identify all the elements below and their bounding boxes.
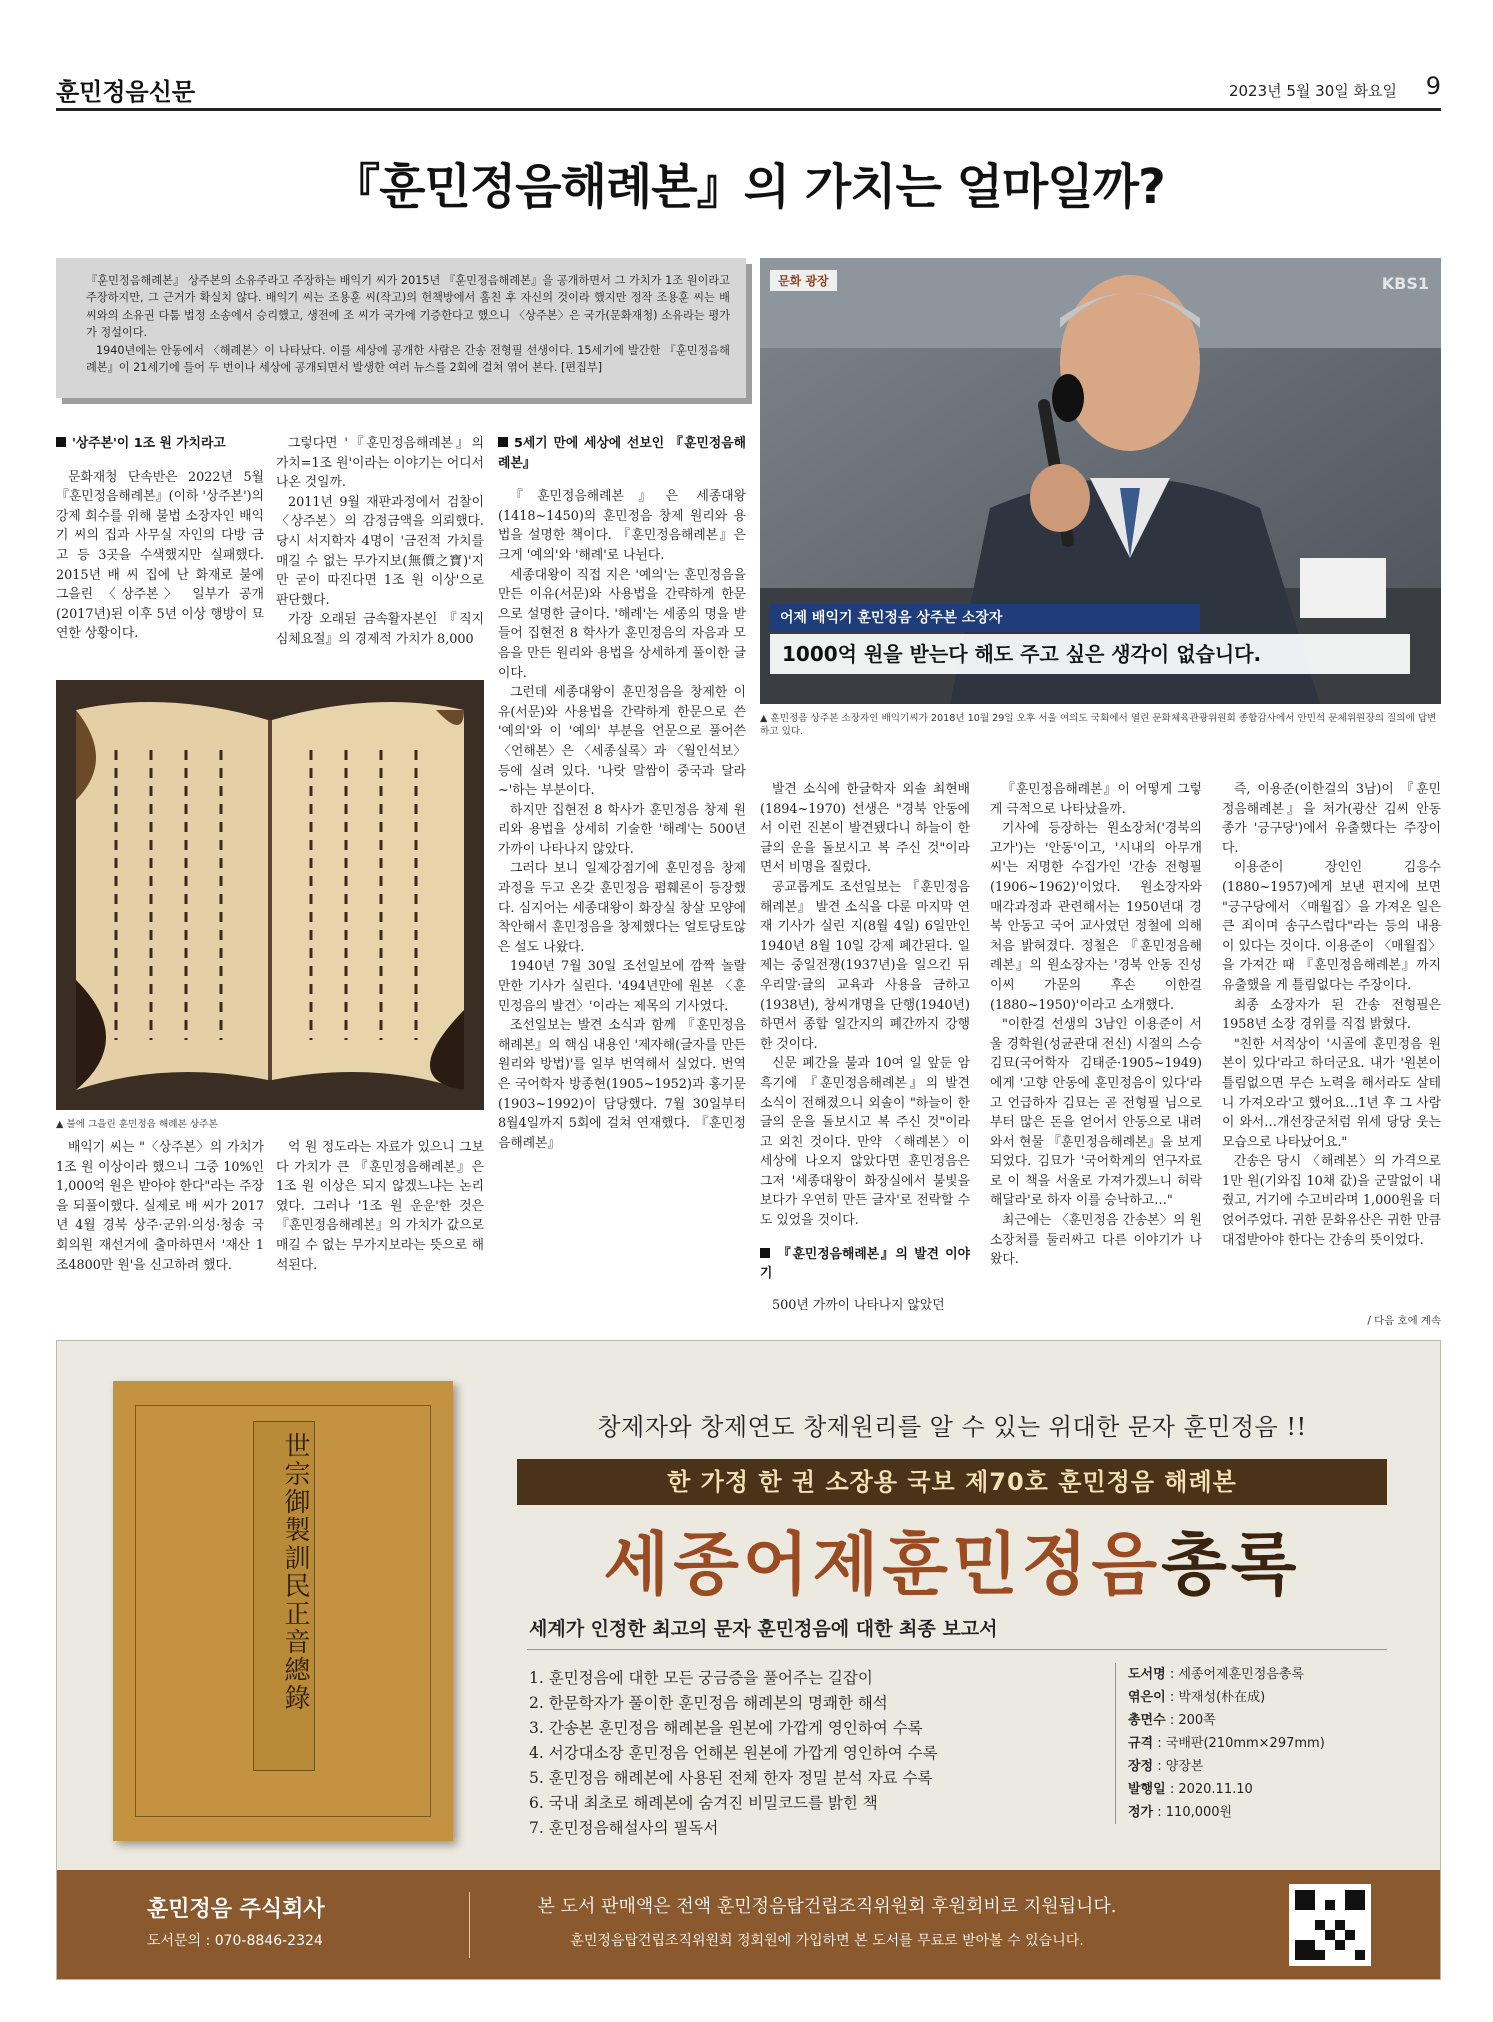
article-paragraph: 그러다 보니 일제강점기에 훈민정음 창제 과정을 두고 온갖 훈민정음 폄훼론이 등장했다. 심지어는 세종대왕이 화장실 창살 모양에 착안해서 훈민정음을 창제했다는 얼토당토않은 설도 나왔다.: [498, 861, 746, 955]
article-paragraph: 신문 폐간을 불과 10여 일 앞둔 암흑기에 『훈민정음해례본』의 발견 소식이 전해졌으니 외솔이 "하늘이 한글의 운을 돌보시고 복 주신 것"이라고 외친 것이다. 만약 〈해례본〉이 세상에 나오지 않았다면 훈민정음은 그저 '세종대왕이 화장실에서 불빛을 보다가 우연히 만든 글자'로 전락할 수도 있었을 것이다.: [760, 1056, 970, 1229]
book-photo-caption: ▲ 불에 그을린 훈민정음 해례본 상주본: [56, 1119, 218, 1130]
ad-feature-list: [529, 1666, 938, 1841]
article-column-2b: [276, 1138, 484, 1275]
footer-divider: [469, 1892, 470, 1958]
article-paragraph: 이용준이 장인인 김응수(1880~1957)에게 보낸 편지에 보면 "긍구당에서 〈매월집〉을 가져온 일은 큰 죄이며 송구스럽다"라는 등의 내용이 있다는 것이다. 이용준이 〈매월집〉을 가져간 때 『훈민정음해례본』까지 유출했을 게 틀림없다는 주장이다.: [1222, 860, 1441, 993]
spec-row: 정가 : 110,000원: [1128, 1805, 1233, 1820]
article-paragraph: 기사에 등장하는 원소장처('경북의 고가')는 '안동'이고, '시내의 아무개 씨'는 저명한 수집가인 '간송 전형필(1906~1962)'이었다. 원소장자와 매각과정과 관련해서는 1950년대 경북 안동고 국어 교사였던 정철에 의해 처음 밝혀졌다. 정철은 『훈민정음해례본』의 원소장자는 '경북 안동 진성 이씨 가문의 후손 이한걸(1880~1950)'이라고 소개했다.: [990, 821, 1202, 1013]
ad-feature-item: 5. 훈민정음 해례본에 사용된 전체 한자 정밀 분석 자료 수록: [529, 1769, 933, 1787]
subtitle-quote-bar: [770, 634, 1410, 674]
section-heading: 5세기 만에 세상에 선보인 『훈민정음해례본』: [498, 436, 746, 471]
book-cover-image: [113, 1381, 453, 1841]
article-paragraph: 문화재청 단속반은 2022년 5월 『훈민정음해례본』(이하 '상주본')의 강제 회수를 위해 불법 소장자인 배익기 씨의 집과 사무실 자인의 다방 금고 등 3곳을 수색했지만 실패했다. 2015년 배 씨 집에 난 화재로 불에 그을린 〈상주본〉 일부가 공개(2017년)된 이후 5년 이상 행방이 묘연한 상황이다.: [56, 469, 264, 642]
ad-footer-line-2: 훈민정음탑건립조직위원회 정회원에 가입하면 본 도서를 무료로 받아볼 수 있습니다.: [570, 1933, 1084, 1949]
article-column-2: [276, 434, 484, 650]
inquiry-phone: 도서문의 : 070-8846-2324: [147, 1933, 323, 1949]
ad-feature-item: 6. 국내 최초로 해례본에 숨겨진 비밀코드를 밝힌 책: [529, 1794, 878, 1812]
qr-code-graphic: [1295, 1890, 1365, 1960]
article-column-4: [760, 780, 970, 1315]
article-paragraph: 공교롭게도 조선일보는 『훈민정음해례본』 발견 소식을 다룬 마지막 연재 기사가 실린 지(8월 4일) 6일만인 1940년 8월 10일 강제 폐간된다. 일제는 중일전쟁(1937년)을 일으킨 뒤 우리말·글의 교육과 사용을 금하고(1938년), 창씨개명을 단행(1940년)하면서 종합 일간지의 폐간까지 강행한 것이다.: [760, 879, 970, 1052]
photo-caption: ▲ 훈민정음 상주본 소장자인 배익기씨가 2018년 10월 29일 오후 서울 여의도 국회에서 열린 문화체육관광위원회 종합감사에서 안민석 문체위원장의 질의에 답변하고 있다.: [760, 713, 1437, 737]
tv-screenshot-photo: [760, 258, 1441, 704]
ad-book-title: 세종어제훈민정음총록: [603, 1525, 1301, 1605]
manuscript-illustration: [56, 680, 484, 1110]
ad-footer-line-1: 본 도서 판매액은 전액 훈민정음탑건립조직위원회 후원회비로 지원됩니다.: [537, 1896, 1117, 1917]
spec-row: 발행일 : 2020.11.10: [1128, 1782, 1253, 1797]
article-paragraph: 그런데 세종대왕이 훈민정음을 창제한 이유(서문)와 사용법을 간략하게 한문으로 쓴 '예의'와 이 '예의' 부분을 언문으로 풀어쓴 〈언해본〉은 〈세종실록〉과 〈월인석보〉 등에 실려 있다. '나랏 말쌈이 중국과 달라~'하는 부분이다.: [498, 685, 746, 799]
article-column-1: [56, 434, 264, 644]
subtitle-quote-text: 1000억 원을 받는다 해도 주고 싶은 생각이 없습니다.: [782, 642, 1262, 666]
ad-book-specs: [1115, 1663, 1385, 1824]
subtitle-name-text: 어제 배익기 훈민정음 상주본 소장자: [780, 610, 1003, 626]
article-column-3: [498, 434, 746, 1153]
article-paragraph: 발견 소식에 한글학자 외솔 최현배(1894~1970) 선생은 "경북 안동에서 이런 진본이 발견됐다니 하늘이 한글의 운을 돌보시고 복 주신 것"이라면서 비명을 질렀다.: [760, 782, 970, 876]
article-paragraph: 최근에는 〈훈민정음 간송본〉의 원소장처를 둘러싸고 다른 이야기가 나왔다.: [990, 1213, 1202, 1268]
article-paragraph: 간송은 당시 〈해례본〉의 가격으로 1만 원(기와집 10채 값)을 군말없이 내줬고, 거기에 수고비라며 1,000원을 더 얹어주었다. 귀한 문화유산은 귀한 만큼 대접받아야 한다는 간송의 뜻이었다.: [1222, 1154, 1441, 1248]
headline: 『훈민정음해례본』의 가치는 얼마일까?: [332, 159, 1165, 215]
ad-band: 한 가정 한 권 소장용 국보 제70호 훈민정음 해례본: [517, 1459, 1387, 1505]
article-column-1b: [56, 1138, 264, 1275]
article-column-6: [1222, 780, 1441, 1250]
issue-date: 2023년 5월 30일 화요일: [1228, 82, 1397, 100]
qr-code-icon[interactable]: [1289, 1884, 1371, 1966]
article-paragraph: 즉, 이용준(이한걸의 3남)이 『훈민정음해례본』을 처가(광산 김씨 안동 종가 '긍구당')에서 유출했다는 주장이다.: [1222, 782, 1441, 856]
spec-row: 엮은이 : 박재성(朴在成): [1128, 1690, 1266, 1705]
bullet-square-icon: [760, 1248, 770, 1258]
subtitle-name-bar: [770, 604, 1200, 632]
article-paragraph: 하지만 집현전 8 학사가 훈민정음 창제 원리와 용법을 상세히 기술한 '해례'는 500년 가까이 나타나지 않았다.: [498, 802, 746, 857]
ad-feature-item: 4. 서강대소장 훈민정음 언해본 원본에 가깝게 영인하여 수록: [529, 1744, 938, 1762]
article-paragraph: "이한걸 선생의 3남인 이용준이 서울 경학원(성균관대 전신) 시절의 스승 김묘(국어학자 김태준·1905~1949)에게 '고향 안동에 훈민정음이 있다'라고 언급하자 김묘는 곧 전형필 님으로부터 많은 돈을 얻어서 안동으로 내려와서 현물 『훈민정음해례본』을 보게 되었다. 김묘가 '국어학계의 연구자료로 이 책을 서울로 가져가겠느니 허락해달라'로 하자 이를 승낙하고…": [990, 1017, 1202, 1209]
newspaper-name: 훈민정음신문: [56, 78, 196, 106]
article-paragraph: 1940년 7월 30일 조선일보에 깜짝 놀랄만한 기사가 실린다. '494년만에 원본 〈훈민정음의 발견〉'이라는 제목의 기사였다.: [498, 959, 746, 1014]
article-paragraph: 조선일보는 발견 소식과 함께 『훈민정음해례본』의 핵심 내용인 '제자해(글자를 만든 원리와 방법)'를 일부 번역해서 실었다. 번역은 국어학자 방종현(1905~1952)과 홍기문(1903~1992)이 담당했다. 7월 30일부터 8월4일까지 5회에 걸쳐 연재했다. 『훈민정음해례본』: [498, 1018, 746, 1151]
article-paragraph: 가장 오래된 금속활자본인 『직지심체요절』의 경제적 가치가 8,000: [276, 612, 484, 647]
burned-manuscript-photo: [56, 680, 484, 1110]
header-rule: [56, 108, 1441, 111]
spec-row: 도서명 : 세종어제훈민정음총록: [1128, 1667, 1304, 1682]
spec-row: 총면수 : 200쪽: [1128, 1713, 1216, 1728]
ad-subtitle: 세계가 인정한 최고의 문자 훈민정음에 대한 최종 보고서: [529, 1618, 998, 1640]
spec-row: 규격 : 국배판(210mm×297mm): [1128, 1736, 1325, 1751]
bullet-square-icon: [56, 437, 66, 447]
article-paragraph: 최종 소장자가 된 간송 전형필은 1958년 소장 경위를 직접 밝혔다.: [1222, 997, 1441, 1033]
page-number: 9: [1425, 72, 1441, 100]
book-cover-title: 世宗御製訓民正音總錄: [253, 1421, 315, 1771]
article-paragraph: 『훈민정음해례본』이 어떻게 그렇게 극적으로 나타났을까.: [990, 782, 1202, 817]
program-logo-text: 문화 광장: [778, 274, 829, 288]
article-paragraph: 배익기 씨는 "〈상주본〉의 가치가 1조 원 이상이라 했으니 그중 10%인 1,000억 원은 받아야 한다"라는 주장을 되풀이했다. 실제로 배 씨가 2017년 4월 경북 상주·군위·의성·청송 국회의원 재선거에 출마하면서 '재산 1조4800만 원'을 신고하려 했다.: [56, 1140, 264, 1273]
broadcaster-logo: KBS1: [1381, 274, 1429, 293]
spec-row: 장정 : 양장본: [1128, 1759, 1204, 1774]
continued-notice: / 다음 호에 계속: [1367, 1315, 1441, 1327]
lede-box: [56, 258, 746, 398]
article-paragraph: 500년 가까이 나타나지 않았던: [772, 1297, 945, 1313]
ad-footer: [57, 1870, 1441, 1980]
article-paragraph: 2011년 9월 재판과정에서 검찰이 〈상주본〉의 감정금액을 의뢰했다. 당시 서지학자 4명이 '금전적 가치를 매길 수 없는 무가지보(無價之寶)'지만 굳이 따진다면 1조 원 이상'으로 판단했다.: [276, 494, 484, 608]
ad-feature-item: 2. 한문학자가 풀이한 훈민정음 해례본의 명쾌한 해석: [529, 1694, 888, 1712]
lede-paragraph: 『훈민정음해례본』 상주본의 소유주라고 주장하는 배익기 씨가 2015년 『훈민정음해례본』을 공개하면서 그 가치가 1조 원이라고 주장하지만, 그 근거가 확실치 않다. 배익기 씨는 조용훈 씨(작고)의 헌책방에서 훔친 후 자신의 것이라 했지만 정작 조용훈 씨는 배 씨와의 소유권 다툼 법정 소송에서 승리했고, 생전에 조 씨가 국가에 기증한다고 했으니 〈상주본〉은 국가(문화재청) 소유라는 평가가 정설이다.: [86, 274, 730, 340]
bullet-square-icon: [498, 437, 508, 447]
book-advertisement: [56, 1340, 1441, 1980]
article-paragraph: 『훈민정음해례본』은 세종대왕(1418~1450)의 훈민정음 창제 원리와 용법을 설명한 책이다. 『훈민정음해례본』은 크게 '예의'와 '해례'로 나뉜다.: [498, 489, 746, 563]
section-heading: 『훈민정음해례본』의 발견 이야기: [760, 1246, 970, 1282]
ad-feature-item: 1. 훈민정음에 대한 모든 궁금증을 풀어주는 길잡이: [529, 1669, 873, 1687]
program-logo: [770, 270, 837, 291]
article-column-5: [990, 780, 1202, 1270]
ad-feature-item: 3. 간송본 훈민정음 해례본을 원본에 가깝게 영인하여 수록: [529, 1719, 923, 1737]
ad-tagline: 창제자와 창제연도 창제원리를 알 수 있는 위대한 문자 훈민정음 !!: [597, 1413, 1307, 1441]
ad-feature-item: 7. 훈민정음해설사의 필독서: [529, 1819, 719, 1837]
article-paragraph: 세종대왕이 직접 지은 '예의'는 훈민정음을 만든 이유(서문)와 사용법을 간략하게 한문으로 설명한 글이다. '해례'는 세종의 명을 받들어 집현전 8 학사가 훈민정음의 자음과 모음을 만든 원리와 용법을 상세하게 풀이한 글이다.: [498, 567, 746, 681]
company-name: 훈민정음 주식회사: [147, 1897, 325, 1922]
article-paragraph: "친한 서적상이 '시골에 훈민정음 원본이 있다'라고 하더군요. 내가 '원본이 틀림없으면 무슨 노력을 해서라도 살테니 가져오라'고 했어요…1년 후 그 사람이 와서…개선장군처럼 위세 당당 웃는 모습으로 나타났어요.": [1222, 1036, 1441, 1150]
masthead: [56, 72, 1441, 106]
article-paragraph: 그렇다면 '『훈민정음해례본』의 가치=1조 원'이라는 이야기는 어디서 나온 것일까.: [276, 436, 484, 491]
article-paragraph: 억 원 정도라는 자료가 있으니 그보다 가치가 큰 『훈민정음해례본』은 1조 원 이상은 되지 않겠느냐는 논리였다. 그러나 '1조 원 운운'한 것은 『훈민정음해례본』의 가치가 값으로 매길 수 없는 무가지보라는 뜻으로 해석된다.: [276, 1140, 484, 1273]
section-heading: '상주본'이 1조 원 가치라고: [56, 434, 264, 454]
lede-paragraph: 1940년에는 안동에서 〈해례본〉이 나타났다. 이를 세상에 공개한 사람은 간송 전형필 선생이다. 15세기에 발간한 『훈민정음해례본』이 21세기에 들어 두 번이나 세상에 공개되면서 발생한 여러 뉴스를 2회에 걸쳐 엮어 본다. [편집부]: [86, 343, 730, 375]
ad-divider: [527, 1649, 1387, 1650]
